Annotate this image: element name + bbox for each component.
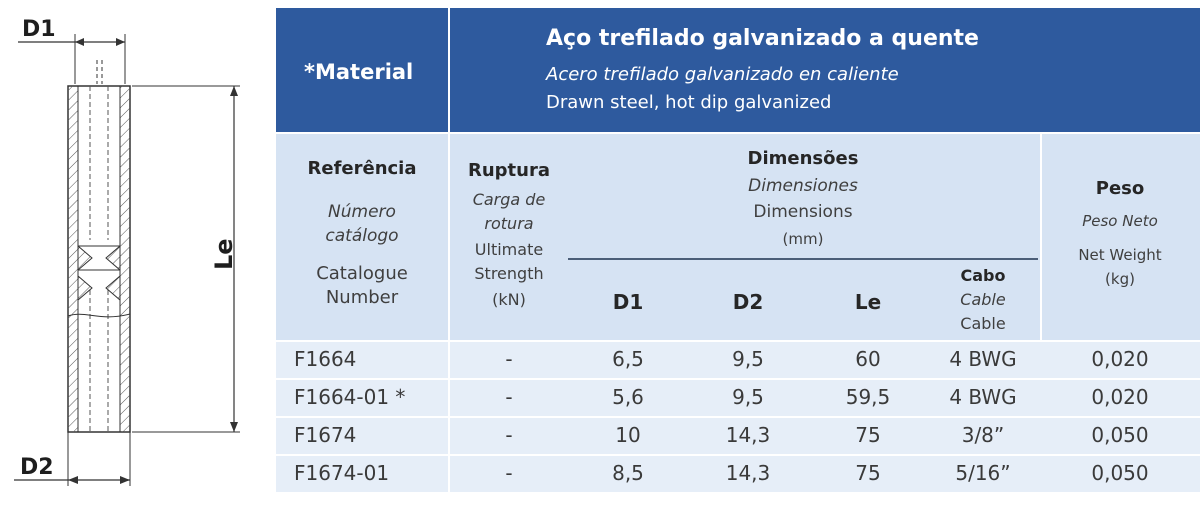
d2-column-header: D2 — [732, 290, 764, 314]
reference-column-header — [276, 134, 448, 340]
cable-pt: Cabo — [960, 266, 1006, 285]
dimensions-en: Dimensions — [753, 202, 853, 222]
table-row — [276, 456, 1200, 492]
dimensions-unit: (mm) — [782, 230, 824, 248]
le-column-header: Le — [854, 290, 882, 314]
row-d1: 5,6 — [612, 385, 644, 409]
row-d2: 9,5 — [732, 385, 764, 409]
specs-column-headers — [450, 134, 1200, 340]
material-header-cell — [276, 8, 448, 132]
row-weight: 0,020 — [1091, 347, 1149, 371]
row-reference: F1674-01 — [294, 461, 390, 485]
rupture-en: Ultimate Strength — [474, 240, 544, 283]
row-le: 75 — [855, 461, 881, 485]
row-rupture: - — [505, 347, 513, 371]
column-separator — [448, 8, 450, 500]
row-rupture: - — [505, 385, 513, 409]
reference-es: Número catálogo — [325, 202, 399, 246]
reference-pt: Referência — [307, 158, 417, 179]
d1-label: D1 — [22, 17, 56, 42]
cable-es: Cable — [960, 290, 1006, 309]
specification-table — [276, 8, 1200, 500]
rupture-unit: (kN) — [492, 290, 526, 309]
row-cable: 3/8” — [961, 423, 1005, 447]
column-separator — [1040, 134, 1042, 340]
row-rupture: - — [505, 423, 513, 447]
sleeve-technical-drawing — [0, 0, 270, 516]
row-cable: 5/16” — [955, 461, 1011, 485]
weight-pt: Peso — [1095, 178, 1145, 199]
cable-en: Cable — [960, 314, 1006, 333]
row-le: 75 — [855, 423, 881, 447]
row-d2: 9,5 — [732, 347, 764, 371]
row-le: 60 — [855, 347, 881, 371]
d2-label: D2 — [20, 455, 54, 480]
row-d2: 14,3 — [725, 423, 771, 447]
row-reference: F1664 — [294, 347, 357, 371]
rupture-pt: Ruptura — [467, 160, 550, 181]
le-label: Le — [210, 238, 238, 270]
row-d1: 6,5 — [612, 347, 644, 371]
dimensions-divider — [568, 258, 1038, 260]
weight-en: Net Weight — [1078, 246, 1162, 264]
row-weight: 0,020 — [1091, 385, 1149, 409]
material-en: Drawn steel, hot dip galvanized — [546, 92, 832, 113]
material-label: *Material — [304, 60, 414, 84]
table-row — [276, 342, 1200, 378]
row-d1: 10 — [615, 423, 641, 447]
row-d1: 8,5 — [612, 461, 644, 485]
reference-en: Catalogue Number — [316, 263, 408, 308]
row-rupture: - — [505, 461, 513, 485]
dimensions-es: Dimensiones — [748, 176, 858, 196]
table-row — [276, 418, 1200, 454]
row-le: 59,5 — [845, 385, 891, 409]
row-weight: 0,050 — [1091, 423, 1149, 447]
row-reference: F1664-01 * — [294, 385, 406, 409]
material-es: Acero trefilado galvanizado en caliente — [546, 64, 899, 85]
weight-unit: (kg) — [1105, 270, 1135, 288]
dimensions-pt: Dimensões — [747, 148, 859, 169]
rupture-es: Carga de rotura — [472, 190, 546, 233]
row-cable: 4 BWG — [949, 347, 1017, 371]
row-d2: 14,3 — [725, 461, 771, 485]
row-reference: F1674 — [294, 423, 357, 447]
material-description-cell — [450, 8, 1200, 132]
weight-es: Peso Neto — [1082, 212, 1158, 230]
d1-column-header: D1 — [612, 290, 644, 314]
row-cable: 4 BWG — [949, 385, 1017, 409]
row-weight: 0,050 — [1091, 461, 1149, 485]
material-pt: Aço trefilado galvanizado a quente — [546, 26, 979, 51]
table-row — [276, 380, 1200, 416]
